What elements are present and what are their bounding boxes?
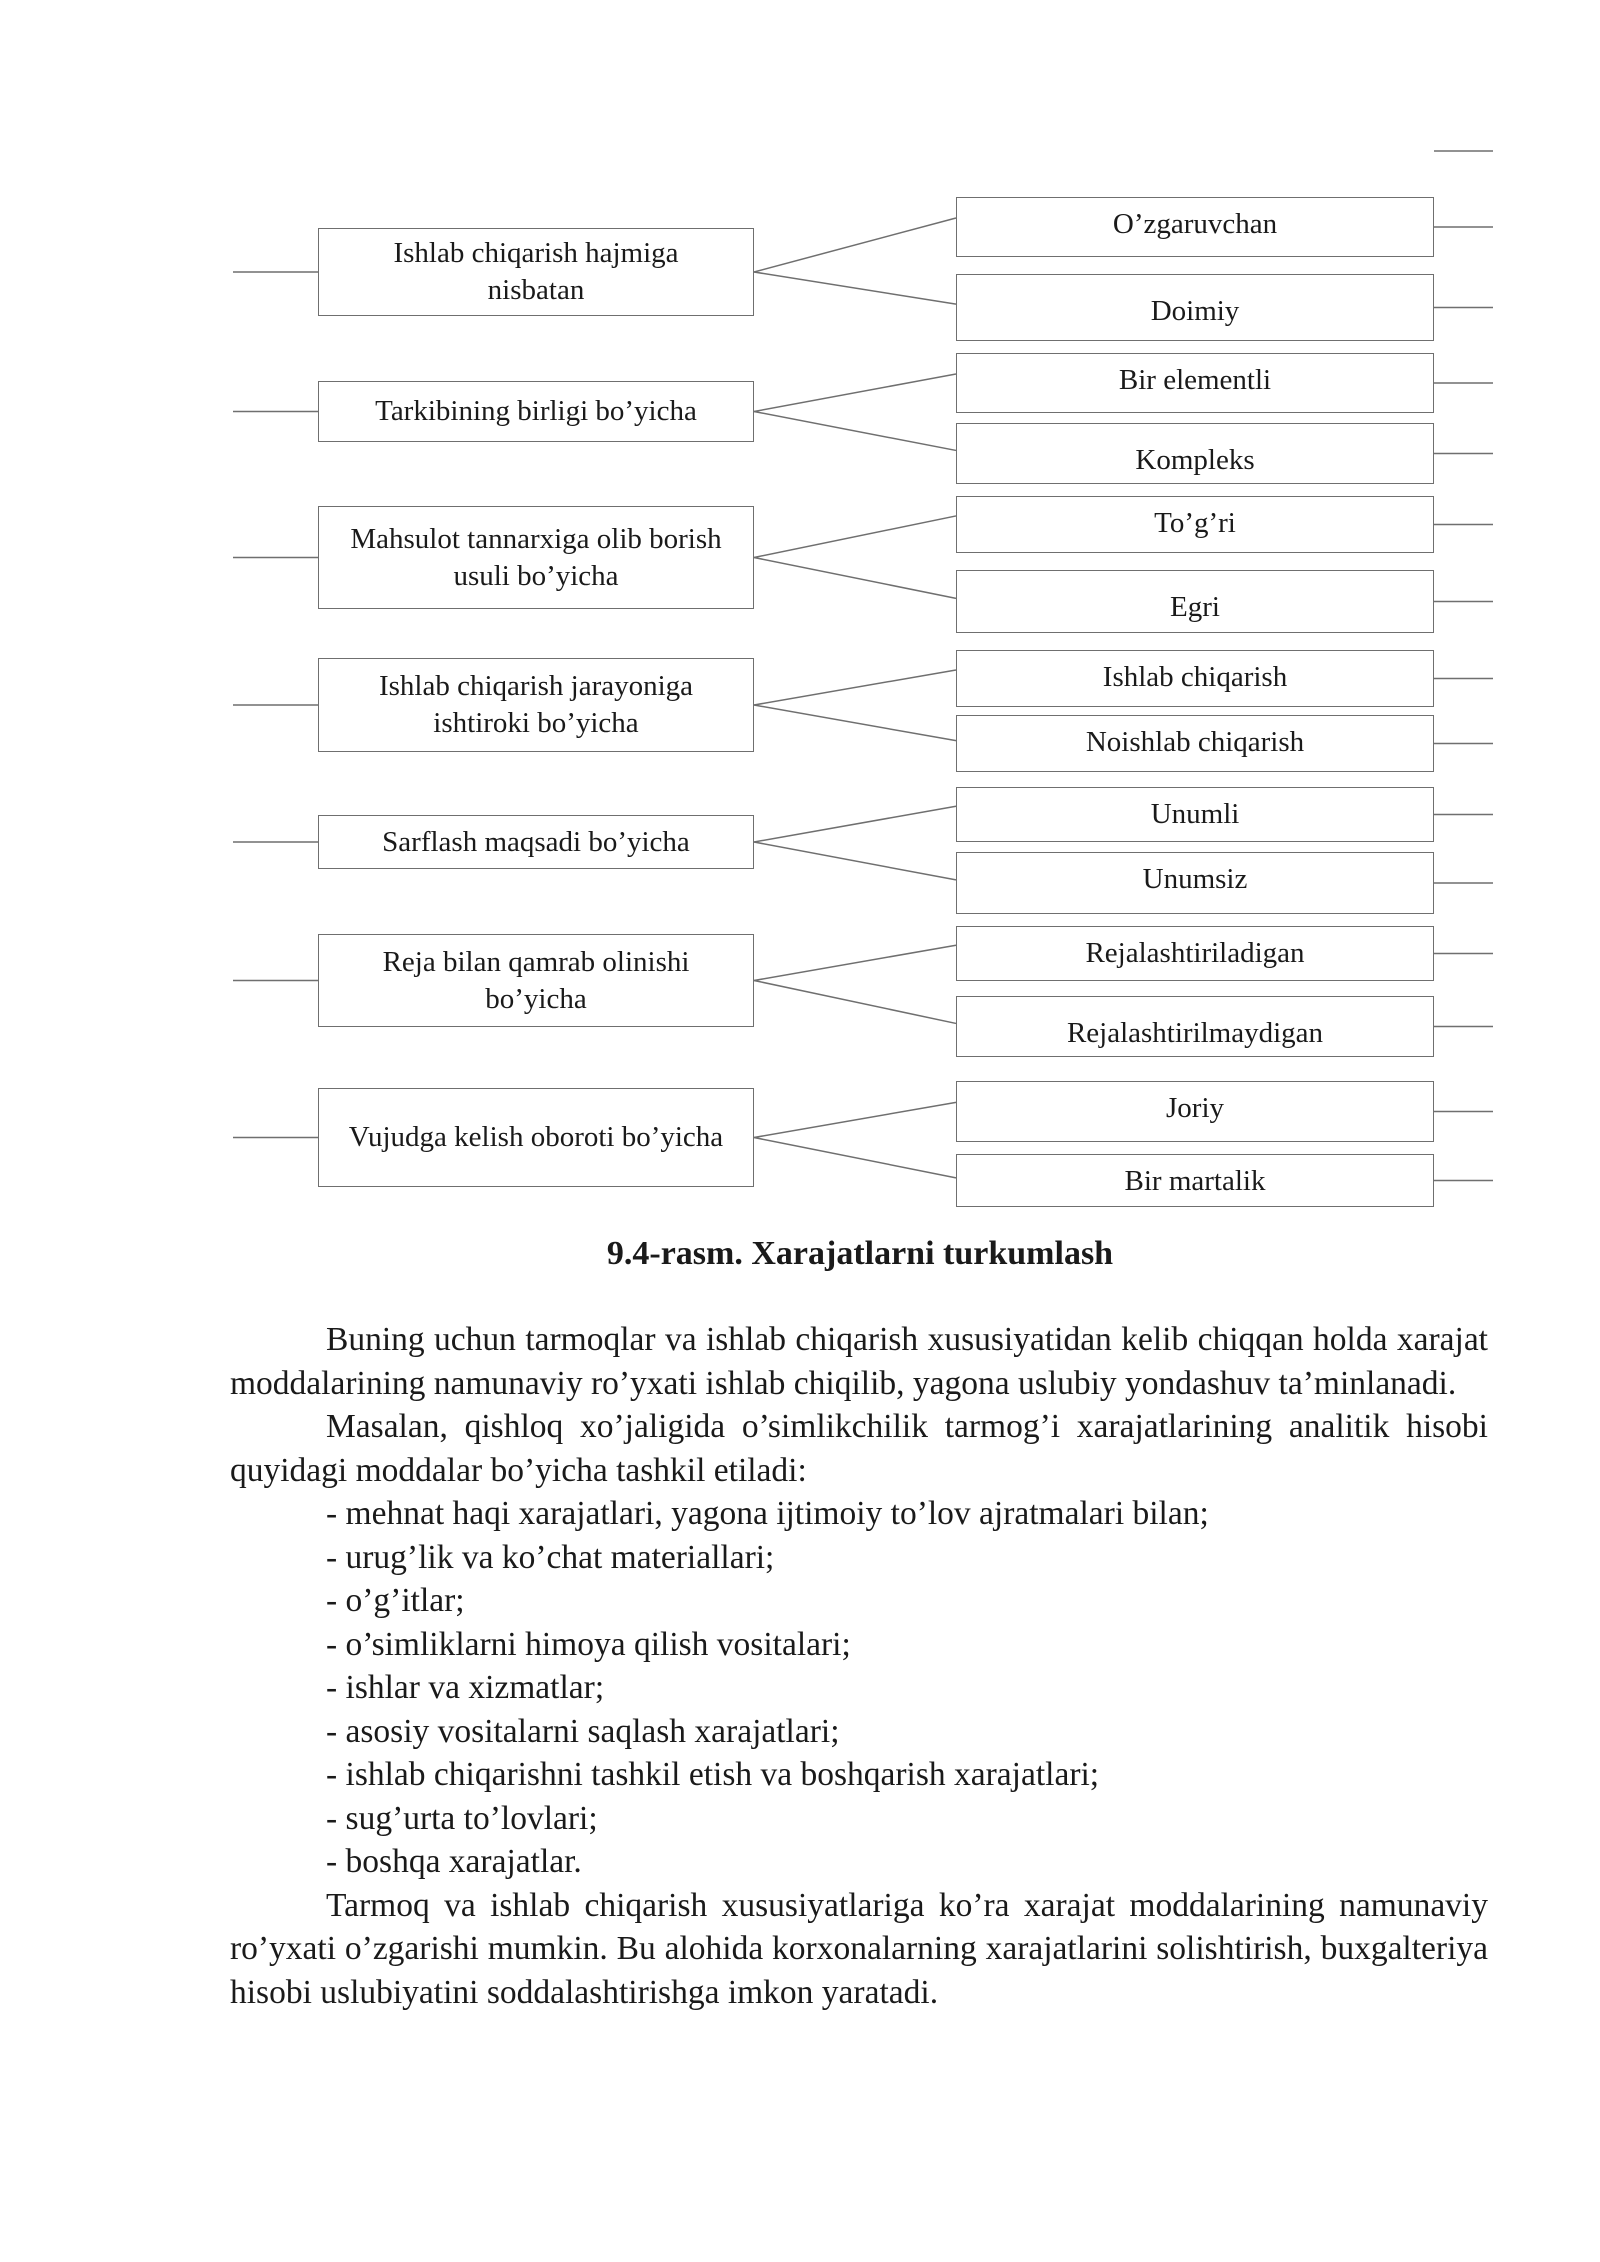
category-box [318, 658, 754, 752]
paragraph: Masalan, qishloq xo’jaligida o’simlikchilik tarmog’i xarajatlarining analitik hisobi quyidagi moddalar bo’yicha tashkil etiladi: [230, 1408, 1488, 1489]
category-label: Reja bilan qamrab olinishi bo’yicha [382, 945, 690, 1015]
type-box [956, 996, 1434, 1057]
category-box [318, 506, 754, 609]
branch-connector [754, 842, 956, 880]
branch-connector [754, 218, 956, 272]
type-label: Bir martalik [1124, 1165, 1266, 1197]
type-label: Ishlab chiqarish [1102, 661, 1288, 693]
type-box [956, 274, 1434, 341]
category-box [318, 228, 754, 316]
paragraph: Tarmoq va ishlab chiqarish xususiyatlariga ko’ra xarajat moddalarining namunaviy ro’yxati o’zgarishi mumkin. Bu alohida korxonalarning xarajatlarini solishtirish, buxgalteriya hisobi uslubiyatini soddalashtirishga imkon yaratadi. [230, 1886, 1488, 2011]
list-item: - o’g’itlar; [326, 1582, 465, 1619]
paragraph: Buning uchun tarmoqlar va ishlab chiqarish xususiyatidan kelib chiqqan holda xarajat moddalarining namunaviy ro’yxati ishlab chiqilib, yagona uslubiy yondashuv ta’minlanadi. [230, 1321, 1488, 1402]
type-box [956, 423, 1434, 484]
branch-connector [754, 806, 956, 842]
type-label: Rejalashtirilmaydigan [1066, 1017, 1324, 1049]
branch-connector [754, 945, 956, 980]
category-label: Tarkibining birligi bo’yicha [375, 395, 697, 427]
list-item: - mehnat haqi xarajatlari, yagona ijtimoiy to’lov ajratmalari bilan; [326, 1495, 1209, 1532]
category-box [318, 815, 754, 869]
type-label: Rejalashtiriladigan [1085, 937, 1305, 969]
type-label: Doimiy [1150, 295, 1240, 327]
type-box [956, 197, 1434, 257]
type-label: Egri [1170, 591, 1220, 623]
list-item: - ishlar va xizmatlar; [326, 1669, 605, 1706]
figure-caption: 9.4-rasm. Xarajatlarni turkumlash [606, 1235, 1114, 1272]
category-label: Vujudga kelish oboroti bo’yicha [348, 1121, 724, 1153]
list-item: - boshqa xarajatlar. [326, 1843, 582, 1880]
list-item: - urug’lik va ko’chat materiallari; [326, 1538, 775, 1576]
branch-connector [754, 558, 956, 599]
branch-connector [754, 516, 956, 558]
type-box [956, 926, 1434, 981]
type-box [956, 650, 1434, 707]
type-box [956, 1154, 1434, 1207]
category-label: Sarflash maqsadi bo’yicha [382, 825, 690, 858]
type-box [956, 353, 1434, 413]
type-box [956, 715, 1434, 772]
category-box [318, 381, 754, 442]
type-label: To’g’ri [1154, 507, 1236, 539]
type-label: Joriy [1166, 1092, 1224, 1124]
branch-connector [754, 670, 956, 705]
body-text [230, 1318, 1488, 2014]
category-label: Ishlab chiqarish jarayoniga ishtiroki bo’yicha [378, 670, 694, 739]
type-label: Bir elementli [1118, 364, 1272, 396]
list-item: - o’simliklarni himoya qilish vositalari; [326, 1625, 851, 1663]
category-box [318, 934, 754, 1027]
list-item: - asosiy vositalarni saqlash xarajatlari; [326, 1712, 840, 1750]
branch-connector [754, 705, 956, 741]
type-label: Noishlab chiqarish [1085, 726, 1305, 758]
type-box [956, 496, 1434, 553]
branch-connector [754, 374, 956, 412]
category-box [318, 1088, 754, 1187]
branch-connector [754, 1138, 956, 1178]
branch-connector [754, 981, 956, 1024]
type-label: Unumsiz [1142, 863, 1248, 895]
type-box [956, 852, 1434, 914]
type-label: Kompleks [1135, 444, 1255, 476]
type-box [956, 1081, 1434, 1142]
category-label: Ishlab chiqarish hajmiga nisbatan [393, 237, 679, 306]
category-label: Mahsulot tannarxiga olib borish usuli bo’yicha [350, 522, 722, 592]
type-box [956, 570, 1434, 633]
branch-connector [754, 272, 956, 304]
type-box [956, 787, 1434, 842]
list-item: - ishlab chiqarishni tashkil etish va boshqarish xarajatlari; [326, 1756, 1100, 1793]
list-item: - sug’urta to’lovlari; [326, 1799, 598, 1837]
branch-connector [754, 412, 956, 451]
type-label: Unumli [1150, 798, 1240, 830]
branch-connector [754, 1102, 956, 1137]
type-label: O’zgaruvchan [1112, 208, 1278, 240]
